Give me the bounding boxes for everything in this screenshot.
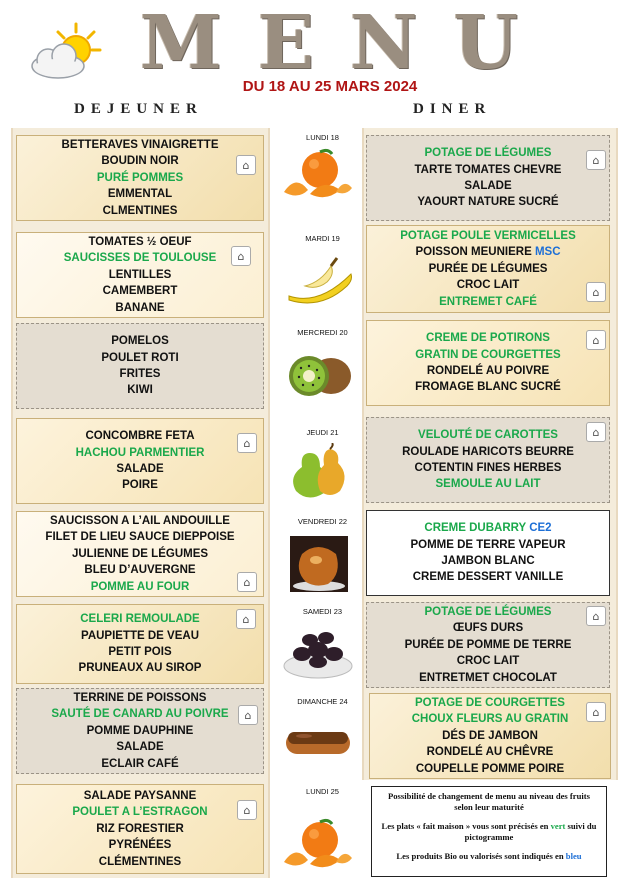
menu-item: FILET DE LIEU SAUCE DIEPPOISE [45, 531, 235, 544]
lunch-menu-box [16, 604, 264, 684]
title-letter: M [140, 0, 224, 86]
baked-apple-icon [290, 536, 348, 592]
menu-item: LENTILLES [108, 268, 172, 281]
dinner-header: DINER [413, 101, 492, 117]
menu-item: PURÉ POMMES [96, 171, 184, 184]
homemade-house-icon: ⌂ [586, 330, 606, 350]
menu-item: POMELOS [111, 335, 169, 348]
lunch-header: DEJEUNER [74, 101, 203, 117]
homemade-house-icon: ⌂ [586, 150, 606, 170]
lunch-menu-box [16, 688, 264, 774]
homemade-house-icon: ⌂ [586, 606, 606, 626]
pear-icon [290, 443, 352, 501]
menu-item: EMMENTAL [107, 188, 173, 201]
menu-item: DÉS DE JAMBON [442, 729, 538, 742]
lunch-menu-box [16, 232, 264, 318]
banana-icon [285, 256, 357, 306]
day-label: VENDREDI 22 [297, 517, 348, 526]
menu-item: ROULADE HARICOTS BEURRE [402, 445, 574, 458]
menu-item: COUPELLE POMME POIRE [415, 762, 565, 775]
menu-item: RONDELÉ AU CHÊVRE [426, 746, 554, 759]
menu-item: PURÉE DE LÉGUMES [428, 262, 548, 275]
menu-item: POMME AU FOUR [90, 580, 190, 593]
menu-item: POTAGE DE COURGETTES [415, 696, 565, 709]
menu-item: ŒUFS DURS [452, 622, 524, 635]
menu-item: CLÉMENTINES [98, 855, 182, 868]
menu-item: CONCOMBRE FETA [85, 430, 195, 443]
menu-item: POMME DAUPHINE [86, 724, 194, 737]
menu-item: POULET A L’ESTRAGON [72, 806, 208, 819]
homemade-house-icon: ⌂ [237, 572, 257, 592]
menu-item: POTAGE DE LÉGUMES [424, 147, 552, 160]
menu-item: HACHOU PARMENTIER [75, 446, 205, 459]
menu-item: POIRE [122, 479, 158, 492]
dinner-menu-box [369, 693, 611, 779]
day-label: DIMANCHE 24 [297, 697, 348, 706]
menu-item: PRUNEAUX AU SIROP [78, 662, 202, 675]
menu-item: GRATIN DE COURGETTES [415, 348, 561, 361]
menu-item: YAOURT NATURE SUCRÉ [417, 196, 559, 209]
orange-mandarin-icon [280, 818, 354, 868]
menu-item: POTAGE POULE VERMICELLES [400, 229, 576, 242]
menu-item: SALADE [116, 463, 164, 475]
menu-item: BLEU D’AUVERGNE [84, 564, 196, 577]
menu-item: CREME DESSERT VANILLE [412, 571, 564, 584]
menu-item: CREME DE POTIRONS [426, 332, 550, 345]
menu-item: SAUTÉ DE CANARD AU POIVRE [51, 708, 229, 721]
lunch-menu-box [16, 135, 264, 221]
label-badge: MSC [534, 246, 561, 259]
title-letter: E [257, 0, 317, 86]
homemade-house-icon: ⌂ [237, 433, 257, 453]
menu-item: POMME DE TERRE VAPEUR [410, 538, 566, 551]
dinner-menu-box [366, 602, 610, 688]
homemade-house-icon: ⌂ [586, 422, 606, 442]
dinner-menu-box [366, 225, 610, 313]
lunch-menu-box [16, 323, 264, 409]
menu-item: VELOUTÉ DE CAROTTES [418, 429, 558, 442]
menu-item: COTENTIN FINES HERBES [414, 462, 562, 474]
menu-item: JULIENNE DE LÉGUMES [71, 547, 209, 560]
homemade-house-icon: ⌂ [236, 609, 256, 629]
menu-item: CROC LAIT [456, 655, 520, 668]
title-letter: U [453, 0, 520, 86]
menu-item: PYRÉNÉES [108, 839, 172, 852]
day-label: JEUDI 21 [306, 428, 339, 437]
orange-mandarin-icon [280, 148, 354, 198]
menu-item: FROMAGE BLANC SUCRÉ [415, 381, 561, 394]
homemade-house-icon: ⌂ [237, 800, 257, 820]
title-letter: N [349, 0, 420, 86]
menu-item: CAMEMBERT [102, 285, 178, 298]
day-label: MERCREDI 20 [297, 328, 348, 337]
menu-item: POULET ROTI [101, 351, 179, 364]
menu-item: TERRINE DE POISSONS [73, 691, 207, 704]
prunes-icon [280, 620, 356, 682]
menu-item: PURÉE DE POMME DE TERRE [404, 638, 572, 651]
menu-item: FRITES [119, 368, 161, 380]
kiwi-icon [285, 350, 355, 400]
info-organic: Les produits Bio ou valorisés sont indiqués en bleu [396, 851, 582, 861]
info-maturity: Possibilité de changement de menu au niveau des fruits selon leur maturité [388, 791, 590, 812]
menu-item: RIZ FORESTIER [96, 822, 184, 835]
homemade-house-icon: ⌂ [231, 246, 251, 266]
day-label: LUNDI 25 [306, 787, 339, 796]
menu-item: ENTREMET CAFÉ [439, 295, 537, 308]
menu-item: RONDELÉ AU POIVRE [426, 365, 550, 377]
dinner-menu-box [366, 320, 610, 406]
label-badge: CE2 [529, 522, 552, 535]
menu-item: SALADE [464, 180, 512, 192]
menu-item: BANANE [115, 301, 165, 314]
homemade-house-icon: ⌂ [236, 155, 256, 175]
dinner-menu-box [366, 510, 610, 596]
menu-item: SAUCISSON A L’AIL ANDOUILLE [50, 514, 230, 527]
menu-item: PETIT POIS [108, 646, 172, 658]
menu-item: SALADE [116, 741, 164, 754]
lunch-menu-box [16, 784, 264, 874]
info-homemade: Les plats « fait maison » vous sont précisés en vert suivi du pictogramme [381, 821, 597, 842]
homemade-house-icon: ⌂ [238, 705, 258, 725]
menu-item: ECLAIR CAFÉ [101, 757, 179, 770]
menu-item: ENTRETMET CHOCOLAT [419, 671, 557, 684]
date-range: DU 18 AU 25 MARS 2024 [242, 78, 418, 95]
menu-item: CHOUX FLEURS AU GRATIN [411, 713, 569, 726]
menu-item: TOMATES ½ OEUF [88, 235, 192, 248]
menu-item: CLMENTINES [102, 204, 178, 217]
menu-item: TARTE TOMATES CHEVRE [414, 163, 562, 176]
day-label: LUNDI 18 [306, 133, 339, 142]
menu-item: POISSON MEUNIERE MSC [415, 246, 561, 259]
dinner-menu-box [366, 135, 610, 221]
menu-item: CELERI REMOULADE [80, 613, 200, 626]
menu-item: CREME DUBARRY CE2 [424, 522, 552, 535]
menu-item: KIWI [127, 384, 153, 397]
eclair-icon [282, 722, 354, 762]
dinner-menu-box [366, 417, 610, 503]
menu-item: SEMOULE AU LAIT [435, 478, 541, 491]
menu-item: SAUCISSES DE TOULOUSE [63, 252, 217, 265]
lunch-menu-box [16, 418, 264, 504]
menu-item: CROC LAIT [456, 279, 520, 292]
lunch-menu-box [16, 511, 264, 597]
day-label: MARDI 19 [305, 234, 340, 243]
sun-cloud-icon [28, 20, 104, 82]
info-notice [371, 786, 607, 877]
day-label: SAMEDI 23 [302, 607, 343, 616]
menu-item: BOUDIN NOIR [101, 155, 179, 168]
menu-item: POTAGE DE LÉGUMES [424, 605, 552, 618]
menu-item: PAUPIETTE DE VEAU [81, 629, 199, 642]
menu-item: SALADE PAYSANNE [83, 789, 197, 802]
menu-item: JAMBON BLANC [441, 555, 535, 567]
menu-title [140, 0, 520, 86]
homemade-house-icon: ⌂ [586, 282, 606, 302]
menu-item: BETTERAVES VINAIGRETTE [61, 138, 219, 151]
homemade-house-icon: ⌂ [586, 702, 606, 722]
